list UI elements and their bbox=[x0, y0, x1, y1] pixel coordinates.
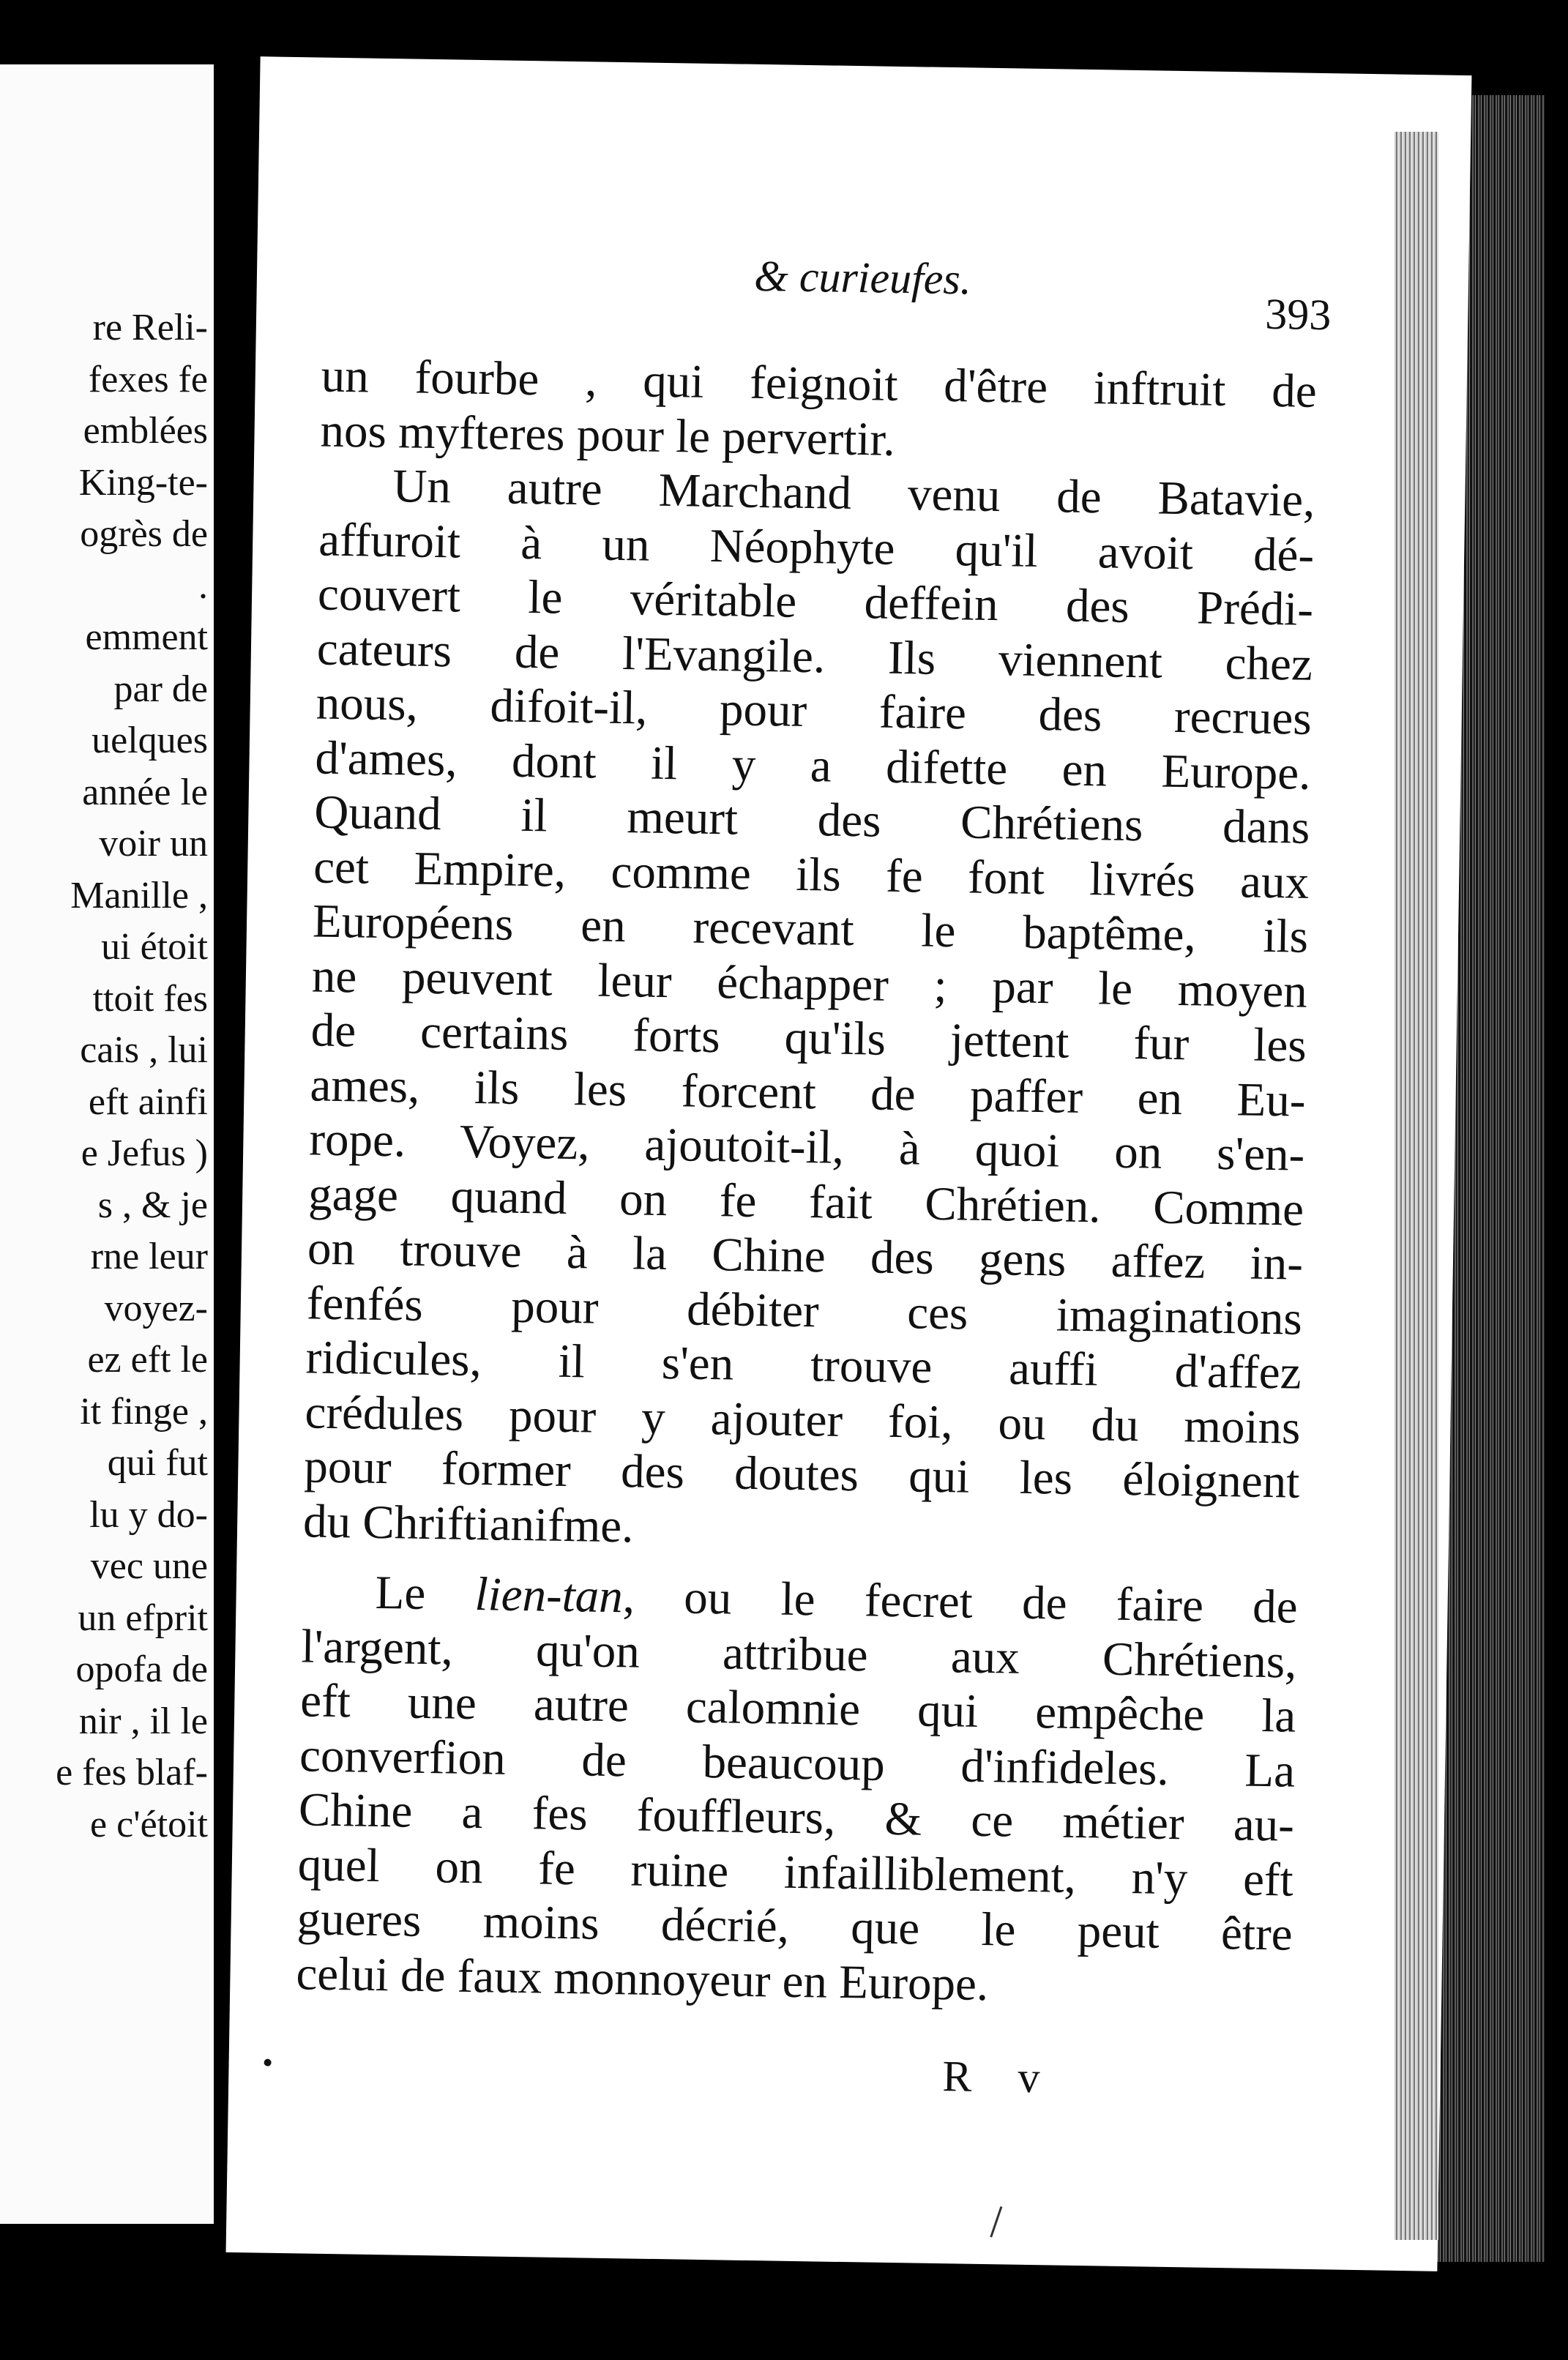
previous-page-line: par de bbox=[113, 668, 208, 710]
previous-page-line: rne leur bbox=[90, 1236, 208, 1277]
previous-page-line: . bbox=[198, 564, 208, 607]
text-line: un fourbe , qui feignoit d'être inftruit de bbox=[321, 349, 1318, 418]
body-text bbox=[296, 349, 1317, 2017]
stray-mark bbox=[990, 2206, 1002, 2238]
text-line: Le lien-tan, ou le fecret de faire de bbox=[375, 1566, 1299, 1634]
book-page bbox=[226, 56, 1472, 2271]
previous-page-line: s , & je bbox=[97, 1184, 208, 1226]
text-line: eft une autre calomnie qui empêche la bbox=[299, 1674, 1296, 1743]
paragraph bbox=[320, 349, 1317, 474]
text-line: pour former des doutes qui les éloignent bbox=[303, 1440, 1300, 1509]
previous-page-line: ttoit fes bbox=[92, 977, 208, 1020]
previous-page-line: ez eft le bbox=[87, 1339, 208, 1381]
text-line: rope. Voyez, ajoutoit-il, à quoi on s'en- bbox=[308, 1113, 1305, 1181]
text-line: gage quand on fe fait Chrétien. Comme bbox=[307, 1167, 1304, 1236]
text-line: ridicules, il s'en trouve auffi d'affez bbox=[305, 1331, 1302, 1400]
previous-page-line: e fes blaf- bbox=[56, 1752, 208, 1793]
previous-page-line: emblées bbox=[83, 410, 208, 452]
text-line: Quand il meurt des Chrétiens dans bbox=[313, 785, 1310, 854]
text-line: couvert le véritable deffein des Prédi- bbox=[317, 567, 1314, 636]
previous-page-line: emment bbox=[85, 616, 208, 658]
previous-page-line: it finge , bbox=[80, 1390, 208, 1433]
previous-page-line: Manille , bbox=[70, 874, 208, 916]
text-line: converfion de beaucoup d'infideles. La bbox=[299, 1728, 1296, 1798]
previous-page-line: voyez- bbox=[104, 1287, 208, 1329]
previous-page-line: vec une bbox=[90, 1545, 208, 1587]
previous-page-line: lu y do- bbox=[89, 1493, 208, 1536]
text-line: gueres moins décrié, que le peut être bbox=[296, 1892, 1293, 1961]
text-line: d'ames, dont il y a difette en Europe. bbox=[315, 731, 1312, 800]
text-line: quel on fe ruine infailliblement, n'y eft bbox=[297, 1837, 1294, 1907]
previous-page-line: un efprit bbox=[78, 1597, 208, 1639]
text-line: l'argent, qu'on attribue aux Chrétiens, bbox=[300, 1619, 1297, 1689]
signature-mark: R v bbox=[941, 2052, 1058, 2102]
previous-page-line: année le bbox=[82, 771, 208, 813]
previous-page-line: e c'étoit bbox=[90, 1803, 208, 1845]
text-line: Chine a fes fouffleurs, & ce métier au- bbox=[298, 1783, 1295, 1852]
text-line: cet Empire, comme ils fe font livrés aux bbox=[313, 840, 1310, 909]
text-line: ames, ils les forcent de paffer en Eu- bbox=[310, 1058, 1307, 1127]
previous-page-line: voir un bbox=[99, 823, 208, 865]
previous-page-line: qui fut bbox=[107, 1442, 208, 1484]
text-line: crédules pour y ajouter foi, ou du moins bbox=[305, 1385, 1301, 1455]
text-line: ne peuvent leur échapper ; par le moyen bbox=[311, 949, 1308, 1018]
page-edges-inner bbox=[1395, 132, 1438, 2240]
paragraph bbox=[296, 1564, 1298, 2016]
previous-page-line: uelques bbox=[92, 720, 208, 761]
text-line: celui de faux monnoyeur en Europe. bbox=[295, 1946, 989, 2011]
previous-page-line: re Reli- bbox=[92, 307, 208, 348]
text-line: de certains forts qu'ils jettent fur les bbox=[310, 1004, 1307, 1072]
previous-page-fragment bbox=[0, 64, 214, 2224]
page-number: 393 bbox=[1264, 289, 1332, 340]
text-line: Un autre Marchand venu de Batavie, bbox=[392, 460, 1315, 527]
paragraph bbox=[303, 458, 1315, 1564]
text-line: nos myfteres pour le pervertir. bbox=[320, 404, 896, 466]
italic-term: lien-tan bbox=[474, 1568, 624, 1624]
text-line: on trouve à la Chine des gens affez in- bbox=[307, 1222, 1304, 1291]
text-line: Européens en recevant le baptême, ils bbox=[312, 895, 1309, 963]
running-head: & curieufes. bbox=[753, 251, 972, 304]
previous-page-line: e Jefus ) bbox=[81, 1132, 208, 1174]
previous-page-line: King-te- bbox=[78, 461, 208, 504]
previous-page-line: cais , lui bbox=[80, 1029, 208, 1071]
text-line: nous, difoit-il, pour faire des recrues bbox=[316, 676, 1313, 745]
previous-page-line: opofa de bbox=[75, 1648, 208, 1690]
previous-page-line: eft ainfi bbox=[88, 1080, 208, 1123]
text-line: cateurs de l'Evangile. Ils viennent chez bbox=[316, 622, 1313, 691]
previous-page-line: ui étoit bbox=[101, 926, 208, 968]
previous-page-line: nir , il le bbox=[78, 1700, 208, 1742]
previous-page-line: ogrès de bbox=[80, 513, 208, 555]
text-line: du Chriftianifme. bbox=[302, 1494, 635, 1553]
stray-dot bbox=[264, 2059, 272, 2066]
text-line: affuroit à un Néophyte qu'il avoit dé- bbox=[318, 513, 1315, 582]
text-line: fenfés pour débiter ces imaginations bbox=[306, 1276, 1303, 1345]
previous-page-line: fexes fe bbox=[88, 358, 208, 400]
